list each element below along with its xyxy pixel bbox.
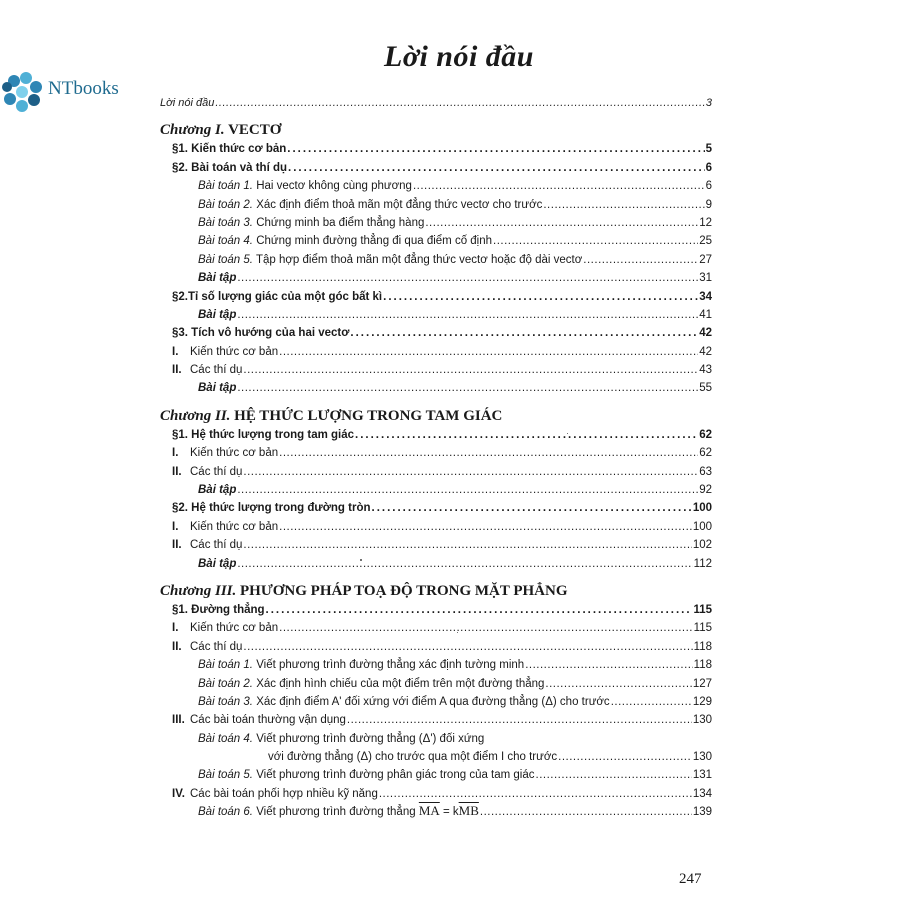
toc-entry-label (160, 214, 424, 232)
leader-dots (279, 518, 692, 536)
leader-dots (279, 343, 698, 361)
toc-row (160, 536, 712, 554)
toc-row (160, 306, 712, 324)
leader-dots (347, 711, 692, 729)
problem-number: Bài toán 4. (198, 235, 253, 248)
toc-row (160, 444, 712, 462)
toc-page-number: 100 (692, 520, 712, 533)
toc-row (160, 693, 712, 711)
leader-dots (480, 803, 692, 821)
leader-dots (279, 444, 698, 462)
toc-row (160, 675, 712, 693)
toc-entry-label (160, 638, 242, 656)
toc-entry-label (160, 518, 278, 536)
roman-numeral: I. (172, 447, 179, 460)
roman-numeral: II. (172, 539, 182, 552)
toc-page-number: 139 (692, 806, 712, 819)
problem-number: Bài toán 1. (198, 180, 253, 193)
leader-dots (237, 555, 692, 573)
leader-dots (536, 767, 692, 785)
entry-text: Xác định điểm A' đối xứng với điểm A qua đường thẳng (Δ) cho trước (256, 695, 610, 708)
toc-entry-label (160, 675, 544, 693)
toc-entry-label (160, 730, 484, 748)
print-speck (567, 433, 568, 434)
toc-row (160, 711, 712, 729)
vector-equation (418, 803, 479, 819)
toc-page-number: 42 (699, 327, 712, 340)
leader-dots (243, 463, 698, 481)
roman-numeral: II. (172, 465, 182, 478)
toc-entry-label (160, 232, 492, 250)
leader-dots (583, 251, 698, 269)
toc-page-number: 131 (692, 769, 712, 782)
leader-dots (543, 196, 704, 214)
toc-entry-label (160, 463, 242, 481)
toc-row (160, 463, 712, 481)
toc-entry-label (160, 766, 535, 784)
toc-page-number: 55 (699, 382, 712, 395)
entry-text: Hai vectơ không cùng phương (256, 180, 412, 193)
entry-text: Các bài toán thường vận dụng (190, 714, 346, 727)
toc-intro-page: 3 (705, 96, 712, 109)
toc-row (160, 379, 712, 397)
table-of-contents (160, 94, 712, 822)
leader-dots (237, 269, 698, 287)
entry-text: Các thí dụ (190, 640, 243, 653)
roman-numeral: I. (172, 345, 179, 358)
entry-text: Viết phương trình đường phân giác trong của tam giác (256, 769, 535, 782)
leader-dots (383, 288, 698, 306)
toc-row (160, 343, 712, 361)
toc-page-number: 12 (699, 216, 712, 229)
entry-text: Kiến thức cơ bản (190, 447, 279, 460)
toc-row (160, 159, 712, 177)
print-speck (457, 632, 458, 633)
toc-page-number: 62 (699, 447, 712, 460)
toc-row (160, 638, 712, 656)
toc-page-number: 130 (692, 751, 712, 764)
leader-dots (355, 426, 698, 444)
toc-page-number: 27 (699, 253, 712, 266)
toc-page-number: 5 (705, 143, 712, 156)
toc-entry-label: Bài tập (198, 272, 237, 285)
chapter-title: PHƯƠNG PHÁP TOẠ ĐỘ TRONG MẶT PHẲNG (240, 582, 568, 599)
toc-entry-label: §1. Kiến thức cơ bản (172, 143, 287, 156)
toc-page-number: 129 (692, 695, 712, 708)
chapter-number: Chương I. (160, 122, 225, 139)
chapter-title: VECTƠ (228, 122, 282, 139)
toc-row (160, 767, 712, 785)
toc-row (160, 140, 712, 158)
entry-text: Xác định điểm thoả mãn một đẳng thức vectơ cho trước (256, 198, 543, 211)
toc-entry-label: Bài tập (198, 382, 237, 395)
leader-dots (243, 638, 692, 656)
toc-page-number: 6 (705, 161, 712, 174)
toc-page-number: 63 (699, 465, 712, 478)
roman-numeral: II. (172, 364, 182, 377)
entry-text: Các thí dụ (190, 539, 243, 552)
roman-numeral: III. (172, 714, 185, 727)
leader-dots (413, 177, 705, 195)
toc-row (160, 426, 712, 444)
problem-number: Bài toán 2. (198, 677, 253, 690)
leader-dots (215, 94, 705, 112)
toc-page-number: 115 (693, 622, 712, 635)
toc-page-number: 9 (705, 198, 712, 211)
toc-entry-label (160, 693, 610, 711)
entry-text: Viết phương trình đường thẳng (256, 806, 416, 819)
entry-text: Các thí dụ (190, 364, 243, 377)
toc-entry-label: §1. Đường thẳng (172, 603, 265, 616)
problem-number: Bài toán 6. (198, 806, 253, 819)
entry-text: Tập hợp điểm thoả mãn một đẳng thức vectơ hoặc độ dài vectơ (255, 253, 583, 266)
toc-row (160, 324, 712, 342)
toc-page-number: 31 (699, 272, 712, 285)
leader-dots (425, 214, 698, 232)
toc-page-number: 43 (699, 364, 712, 377)
leader-dots (379, 785, 692, 803)
logo-text: NTbooks (48, 78, 119, 99)
leader-dots (288, 159, 705, 177)
leader-dots (611, 693, 692, 711)
toc-page-number: 134 (692, 787, 712, 800)
toc-row (160, 232, 712, 250)
chapter-number: Chương III. (160, 582, 237, 599)
toc-entry-label (160, 619, 278, 637)
toc-page-number: 127 (692, 677, 712, 690)
entry-text: Xác định hình chiếu của một điểm trên một đường thẳng (256, 677, 545, 690)
page-title: Lời nói đầu (384, 40, 534, 73)
toc-intro-label: Lời nói đầu (160, 96, 215, 109)
entry-text: Viết phương trình đường thẳng (Δ') đối xứng (256, 732, 485, 745)
toc-page-number: 6 (705, 180, 712, 193)
toc-row (160, 803, 712, 821)
toc-row (160, 785, 712, 803)
problem-number: Bài toán 5. (198, 769, 253, 782)
leader-dots (243, 361, 698, 379)
print-speck (360, 559, 362, 561)
toc-page-number: 112 (693, 557, 712, 570)
leader-dots (237, 379, 698, 397)
toc-row (160, 555, 712, 573)
toc-page-number: 118 (693, 640, 712, 653)
leader-dots (266, 601, 693, 619)
toc-row (160, 214, 712, 232)
problem-number: Bài toán 1. (198, 659, 253, 672)
leader-dots (493, 232, 698, 250)
toc-page-number: 41 (699, 308, 712, 321)
toc-page-number: 25 (699, 235, 712, 248)
problem-number: Bài toán 2. (198, 198, 253, 211)
roman-numeral: I. (172, 622, 179, 635)
problem-number: Bài toán 3. (198, 216, 253, 229)
toc-page-number: 102 (692, 539, 712, 552)
toc-entry-label: Bài tập (198, 557, 237, 570)
toc-row (160, 177, 712, 195)
entry-text: Kiến thức cơ bản (190, 520, 279, 533)
chapter-heading (160, 581, 712, 601)
toc-row (160, 619, 712, 637)
toc-entry-label: §2. Bài toán và thí dụ (172, 161, 288, 174)
toc-entry-label (160, 251, 582, 269)
page-number: 247 (679, 871, 702, 887)
toc-row (160, 656, 712, 674)
entry-text: Viết phương trình đường thẳng xác định tường minh (256, 659, 525, 672)
toc-entry-label: §3. Tích vô hướng của hai vectơ (172, 327, 350, 340)
leader-dots (525, 656, 692, 674)
toc-row (160, 730, 712, 748)
leader-dots (279, 619, 693, 637)
toc-entry-label (160, 802, 479, 821)
toc-entry-label: §2.Tỉ số lượng giác của một góc bất kì (172, 290, 383, 303)
leader-dots (558, 748, 692, 766)
leader-dots (350, 324, 698, 342)
toc-entry-label (160, 196, 542, 214)
toc-entry-label: Bài tập (198, 308, 237, 321)
toc-row (160, 518, 712, 536)
chapter-heading (160, 120, 712, 140)
chapter-list (160, 120, 712, 821)
toc-entry-label: §2. Hệ thức lượng trong đường tròn (172, 502, 371, 515)
toc-entry-label: §1. Hệ thức lượng trong tam giác (172, 428, 355, 441)
problem-number: Bài toán 3. (198, 695, 253, 708)
toc-row (160, 499, 712, 517)
entry-text: Chứng minh ba điểm thẳng hàng (256, 216, 425, 229)
entry-text: Kiến thức cơ bản (190, 622, 279, 635)
toc-entry-label: Bài tập (198, 484, 237, 497)
chapter-title: HỆ THỨC LƯỢNG TRONG TAM GIÁC (234, 407, 503, 424)
toc-page-number: 130 (692, 714, 712, 727)
equals-k: = k (439, 806, 459, 819)
flower-logo-icon (0, 70, 46, 116)
toc-entry-label (160, 343, 278, 361)
toc-entry-label (160, 177, 412, 195)
problem-number: Bài toán 4. (198, 732, 253, 745)
leader-dots (237, 306, 698, 324)
toc-row (160, 288, 712, 306)
toc-entry-label (160, 444, 278, 462)
leader-dots (237, 481, 698, 499)
toc-page-number: 100 (692, 502, 712, 515)
toc-page-number: 92 (699, 484, 712, 497)
toc-page-number: 115 (693, 603, 712, 616)
toc-row (160, 196, 712, 214)
leader-dots (545, 675, 691, 693)
entry-text: Các thí dụ (190, 465, 243, 478)
toc-page-number: 62 (699, 428, 712, 441)
chapter-number: Chương II. (160, 407, 231, 424)
toc-row (160, 269, 712, 287)
toc-entry-label: với đường thẳng (Δ) cho trước qua một điểm I cho trước (268, 751, 558, 764)
entry-text: Các bài toán phối hợp nhiều kỹ năng (190, 787, 378, 800)
vector-mb: $\overline{MB}$ (458, 803, 479, 819)
toc-row (160, 601, 712, 619)
toc-entry-label (160, 361, 242, 379)
roman-numeral: I. (172, 520, 179, 533)
leader-dots (243, 536, 691, 554)
toc-row (160, 251, 712, 269)
toc-page-number: 118 (693, 659, 712, 672)
roman-numeral: IV. (172, 787, 186, 800)
toc-row (160, 748, 712, 766)
toc-page-number: 34 (699, 290, 712, 303)
toc-entry-label (160, 785, 378, 803)
toc-row (160, 481, 712, 499)
leader-dots (372, 499, 692, 517)
leader-dots (287, 140, 704, 158)
problem-number: Bài toán 5. (198, 253, 253, 266)
toc-entry-label (160, 536, 242, 554)
toc-intro-row (160, 94, 712, 112)
publisher-logo (0, 70, 119, 116)
toc-entry-label (160, 656, 524, 674)
entry-text: Kiến thức cơ bản (190, 345, 279, 358)
toc-entry-label (160, 711, 346, 729)
toc-row (160, 361, 712, 379)
entry-text: Chứng minh đường thẳng đi qua điểm cố định (256, 235, 493, 248)
chapter-heading (160, 406, 712, 426)
toc-page-number: 42 (699, 345, 712, 358)
vector-ma: $\overline{MA}$ (418, 803, 440, 819)
roman-numeral: II. (172, 640, 182, 653)
